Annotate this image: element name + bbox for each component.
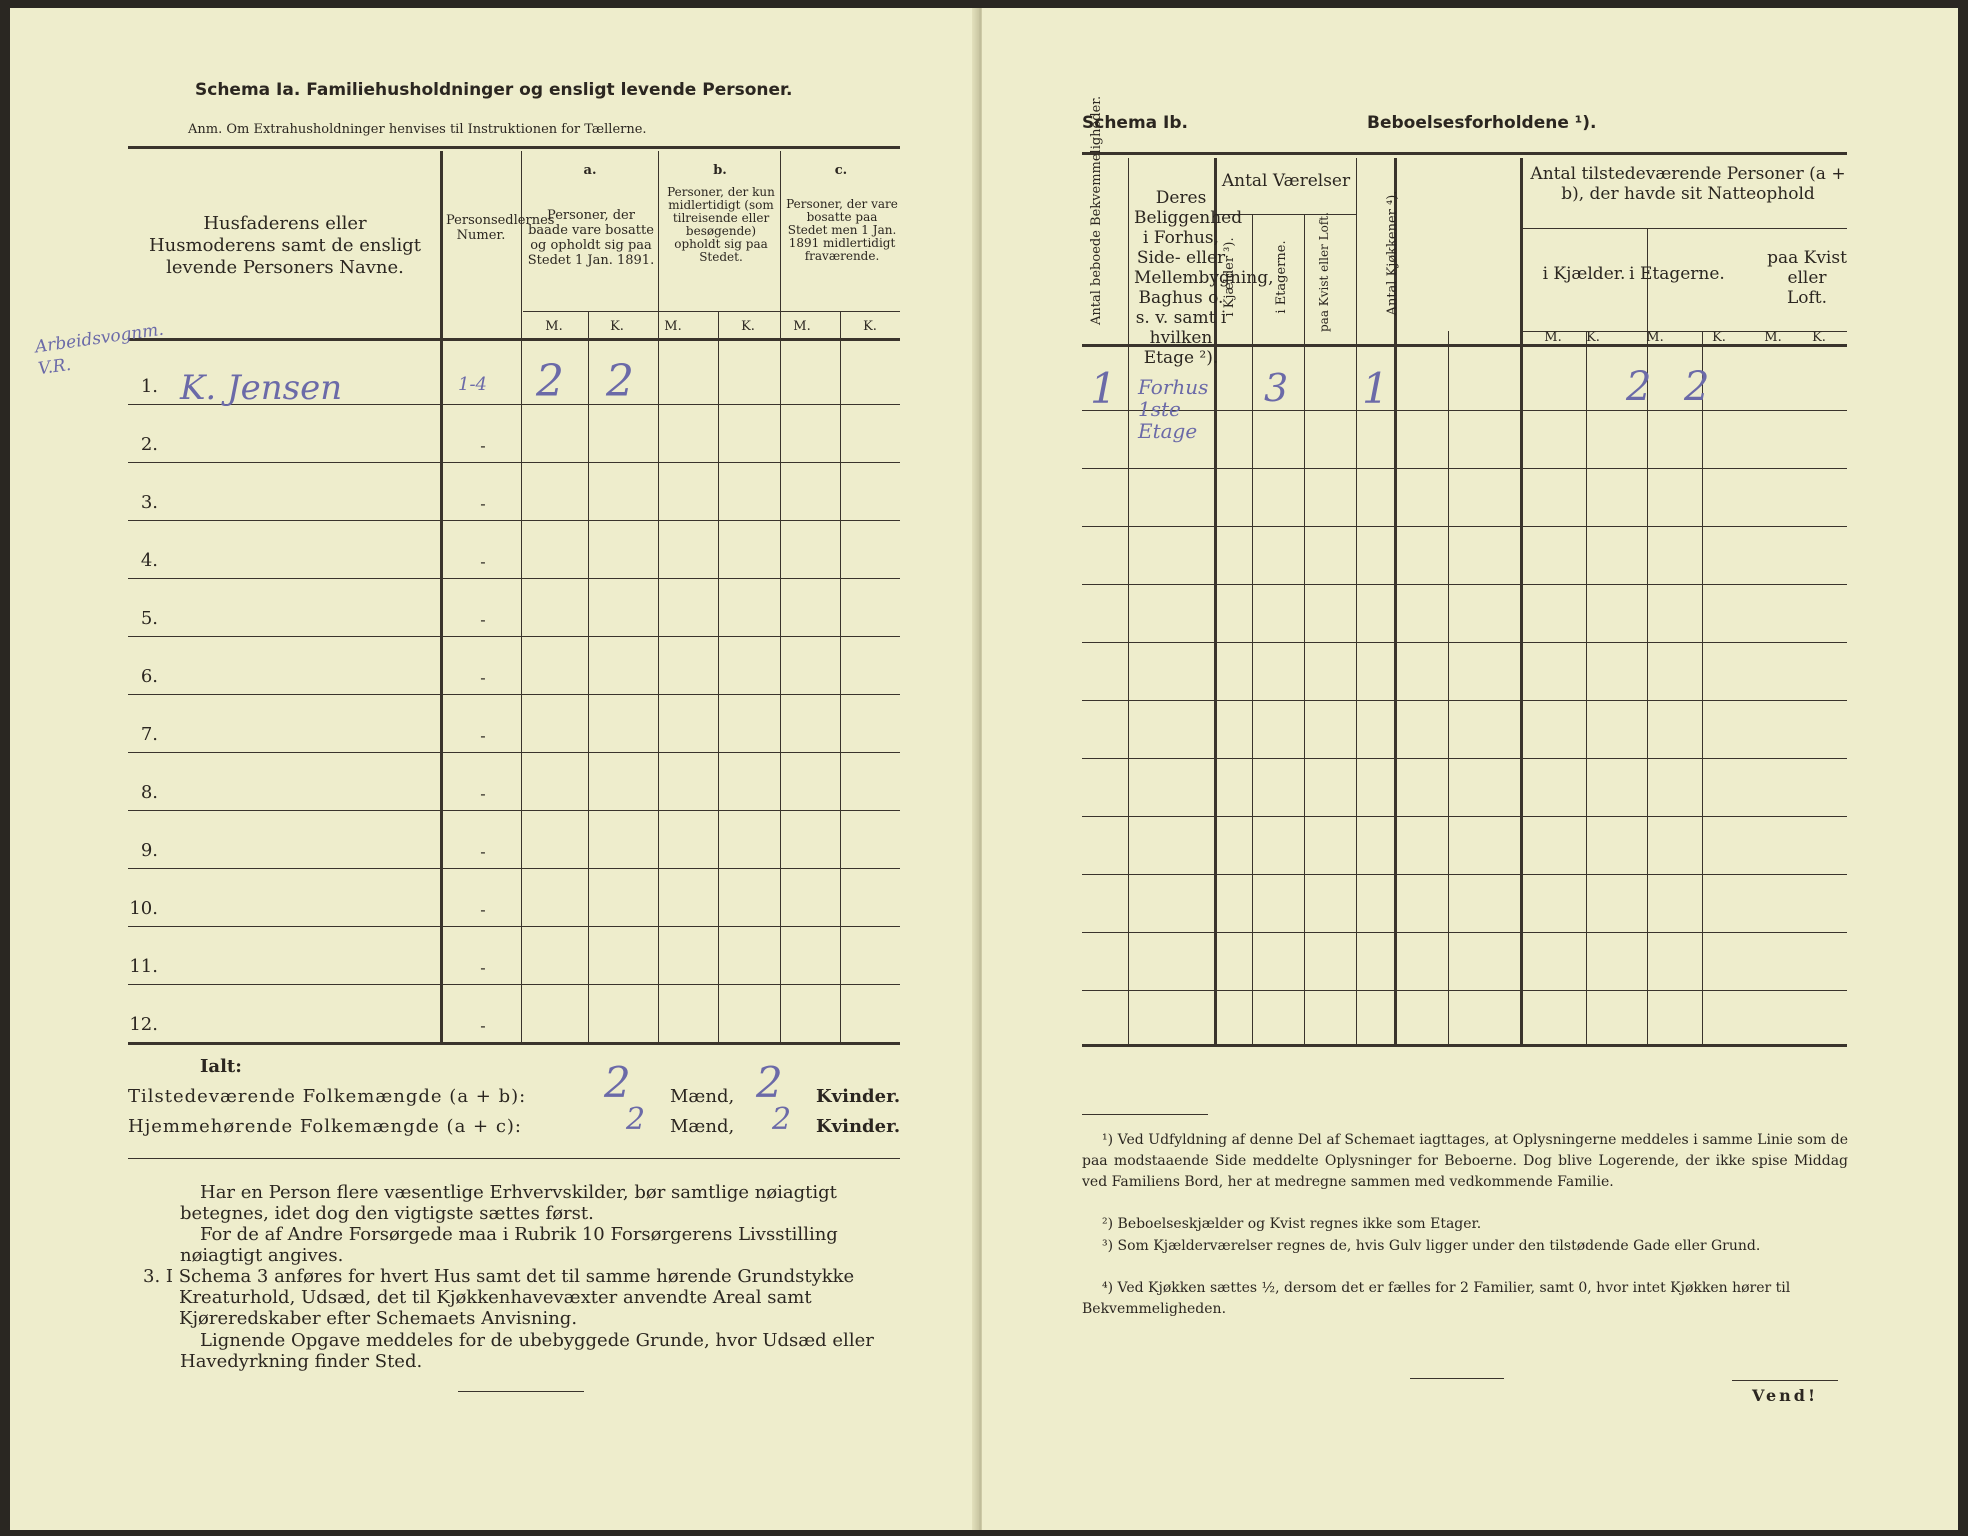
row-dash: - — [480, 1016, 486, 1035]
col-a-m: M. — [545, 319, 563, 334]
kjokkener-header: Antal Kjøkkener ⁴). — [1385, 190, 1400, 316]
row-dash: - — [480, 610, 486, 629]
row-number: 2. — [140, 434, 158, 455]
row-rule — [1082, 758, 1847, 759]
row-rule — [128, 694, 900, 695]
col-divider — [1128, 158, 1129, 1046]
row-dash: - — [480, 494, 486, 513]
kvist-header: paa Kvist eller Loft. — [1317, 212, 1331, 332]
col-divider — [780, 151, 781, 1044]
vend-label: Vend! — [1752, 1386, 1818, 1405]
col-divider — [658, 151, 659, 1044]
col-divider — [840, 311, 841, 1044]
row-number: 12. — [129, 1014, 158, 1035]
col-divider — [1520, 158, 1523, 1046]
col-divider — [1304, 214, 1305, 1046]
row-dash: - — [480, 842, 486, 861]
row-number: 9. — [140, 840, 158, 861]
footnote-rule — [1082, 1114, 1208, 1115]
col-divider — [1356, 158, 1357, 1046]
handwritten-etagerne: 3 — [1264, 366, 1289, 410]
col-c-header: Personer, der vare bosatte paa Stedet men 1 Jan. 1891 midlertidigt fraværende. — [786, 197, 898, 263]
col-divider — [1252, 214, 1253, 1046]
mk-rule — [523, 311, 900, 312]
tilstede-label: Tilstedeværende Folkemængde (a + b): — [128, 1086, 527, 1107]
row-rule — [1082, 932, 1847, 933]
row-dash: - — [480, 784, 486, 803]
kjaelder-header: i Kjælder ³). — [1222, 237, 1237, 317]
bekvemmeligheder-header: Antal beboede Bekvemmeligheder. — [1089, 95, 1104, 325]
sub-etagerne-m: M. — [1646, 330, 1664, 345]
col-divider — [1448, 331, 1449, 1046]
row-rule — [128, 752, 900, 753]
row-number: 4. — [140, 550, 158, 571]
row-rule — [1082, 584, 1847, 585]
handwritten-etag-m: 2 — [1626, 364, 1652, 410]
handwritten-etag-k: 2 — [1684, 364, 1710, 410]
handwritten-a-k: 2 — [606, 356, 634, 407]
row-rule — [128, 868, 900, 869]
row-rule — [128, 520, 900, 521]
col-b-m: M. — [664, 319, 682, 334]
row-number: 1. — [140, 376, 158, 397]
row-rule — [1082, 642, 1847, 643]
hjemme-label: Hjemmehørende Folkemængde (a + c): — [128, 1116, 522, 1137]
sub-kjaelder-k: K. — [1586, 330, 1600, 345]
hjemme-kvinder-value: 2 — [772, 1102, 792, 1137]
col-divider — [1586, 331, 1587, 1046]
row-rule — [1082, 990, 1847, 991]
row-number: 6. — [140, 666, 158, 687]
right-page — [982, 8, 1958, 1530]
handwritten-a-m: 2 — [536, 356, 564, 407]
row-number: 3. — [140, 492, 158, 513]
sub-kjaelder-m: M. — [1544, 330, 1562, 345]
table-bottom-rule — [1082, 1044, 1847, 1047]
col-divider — [1702, 331, 1703, 1046]
row-number: 5. — [140, 608, 158, 629]
handwritten-margin-note: Arbeidsvognm. V.R. — [33, 319, 165, 380]
col-divider — [521, 151, 522, 1044]
vend-rule — [1732, 1380, 1838, 1381]
col-a-k: K. — [610, 319, 624, 334]
row-dash: - — [480, 726, 486, 745]
beliggenhed-header: Deres Beliggenhed i Forhus, Side- eller Mellembygning, Baghus o. s. v. samt i hvilken Etage ²). — [1134, 188, 1274, 368]
row-rule — [128, 984, 900, 985]
schema-ib-title: Schema Ib. — [1082, 113, 1189, 133]
row-rule — [128, 578, 900, 579]
col-a-letter: a. — [583, 163, 597, 178]
col-a-header: Personer, der baade vare bosatte og opholdt sig paa Stedet 1 Jan. 1891. — [527, 208, 655, 268]
sub-etagerne-header: i Etagerne. — [1629, 264, 1725, 284]
footnote-2: ²) Beboelseskjælder og Kvist regnes ikke som Etager. — [1102, 1216, 1482, 1232]
instruction-1: Har en Person flere væsentlige Erhvervskilder, bør samtlige nøiagtigt betegnes, idet dog den vigtigste sættes først. — [180, 1182, 837, 1224]
col-divider — [1647, 228, 1648, 1046]
table-top-rule — [1082, 152, 1847, 155]
schema-ib-subtitle: Beboelsesforholdene ¹). — [1367, 113, 1597, 133]
handwritten-kjokkener: 1 — [1362, 364, 1389, 413]
row-rule — [128, 462, 900, 463]
sub-etagerne-k: K. — [1712, 330, 1726, 345]
instruction-4: Lignende Opgave meddeles for de ubebyggede Grunde, hvor Udsæd eller Havedyrkning finder Sted. — [180, 1330, 874, 1372]
tilstede-maend-value: 2 — [604, 1058, 631, 1107]
kvinder-label: Kvinder. — [816, 1086, 901, 1107]
col-c-m: M. — [793, 319, 811, 334]
col-b-letter: b. — [713, 163, 727, 178]
signature-rule — [1410, 1378, 1504, 1379]
col-b-header: Personer, der kun midlertidigt (som tilreisende eller besøgende) opholdt sig paa Stedet. — [667, 185, 775, 264]
col-divider — [440, 151, 443, 1044]
row-rule — [1082, 874, 1847, 875]
sub-kvist-k: K. — [1812, 330, 1826, 345]
instruction-2: For de af Andre Forsørgede maa i Rubrik 10 Forsørgerens Livsstilling nøiagtigt angives. — [180, 1224, 838, 1266]
ialt-label: Ialt: — [200, 1056, 242, 1077]
tilstede-kvinder-value: 2 — [756, 1058, 783, 1107]
row-rule — [1082, 700, 1847, 701]
etagerne-header: i Etagerne. — [1274, 240, 1289, 314]
col-divider — [718, 311, 719, 1044]
person-number-header: Personsedlernes Numer. — [446, 213, 555, 243]
header-bottom-rule — [128, 338, 900, 341]
vaerelser-header: Antal Værelser — [1221, 171, 1351, 191]
row-dash: - — [480, 668, 486, 687]
kvinder-label: Kvinder. — [816, 1116, 901, 1137]
handwritten-beliggenhed: Forhus 1ste Etage — [1138, 375, 1209, 443]
sub-kvist-header: paa Kvist eller Loft. — [1767, 248, 1847, 308]
schema-ia-title: Schema Ia. Familiehusholdninger og ensligt levende Personer. — [195, 80, 793, 100]
census-form-spread — [10, 8, 1958, 1530]
row-dash: - — [480, 552, 486, 571]
row-number: 10. — [129, 898, 158, 919]
handwritten-bekv: 1 — [1090, 364, 1117, 413]
footnote-4: ⁴) Ved Kjøkken sættes ½, dersom det er fælles for 2 Familier, samt 0, hvor intet Kjøkken hører til Bekvemmeligheden. — [1082, 1280, 1791, 1317]
row-number: 8. — [140, 782, 158, 803]
row-rule — [1082, 468, 1847, 469]
persons-rule — [1520, 228, 1847, 229]
row-number: 11. — [129, 956, 158, 977]
footnote-1: ¹) Ved Udfyldning af denne Del af Schemaet iagttages, at Oplysningerne meddeles i samme Linie som de paa modstaaende Side meddelte Oplysninger for Beboerne. Dog blive Logerende, der ikke spise Middag ved Familiens Bord, her at medregne sammen med vedkommende Familie. — [1082, 1132, 1848, 1190]
row-dash: - — [480, 958, 486, 977]
handwritten-name: K. Jensen — [180, 368, 343, 408]
row-dash: - — [480, 900, 486, 919]
handwritten-person-number: 1-4 — [458, 374, 487, 395]
row-dash: - — [480, 436, 486, 455]
end-rule — [458, 1391, 584, 1392]
table-top-rule — [128, 146, 900, 149]
instruction-3: 3. I Schema 3 anføres for hvert Hus samt det til samme hørende Grundstykke Kreaturhold, Udsæd, det til Kjøkkenhavevæxter anvendte Areal samt Kjøreredskaber efter Schemaets Anvisning. — [143, 1266, 855, 1329]
anm-note: Anm. Om Extrahusholdninger henvises til Instruktionen for Tællerne. — [188, 122, 647, 137]
row-rule — [1082, 816, 1847, 817]
col-b-k: K. — [741, 319, 755, 334]
table-bottom-rule — [128, 1042, 900, 1045]
row-rule — [1082, 526, 1847, 527]
sub-kvist-m: M. — [1764, 330, 1782, 345]
col-c-letter: c. — [834, 163, 848, 178]
left-page — [10, 8, 978, 1530]
row-rule — [128, 810, 900, 811]
maend-label: Mænd, — [670, 1116, 735, 1137]
totals-rule — [128, 1158, 900, 1159]
hjemme-maend-value: 2 — [626, 1102, 646, 1137]
sub-kjaelder-header: i Kjælder. — [1542, 264, 1626, 284]
names-column-header: Husfaderens eller Husmoderens samt de ensligt levende Personers Navne. — [148, 213, 422, 278]
col-c-k: K. — [863, 319, 877, 334]
footnote-3: ³) Som Kjælderværelser regnes de, hvis Gulv ligger under den tilstødende Gade eller Grund. — [1102, 1238, 1761, 1254]
row-rule — [128, 636, 900, 637]
persons-header: Antal tilstedeværende Personer (a + b), der havde sit Natteophold — [1530, 164, 1846, 204]
row-rule — [128, 926, 900, 927]
col-divider — [588, 311, 589, 1044]
row-number: 7. — [140, 724, 158, 745]
maend-label: Mænd, — [670, 1086, 735, 1107]
